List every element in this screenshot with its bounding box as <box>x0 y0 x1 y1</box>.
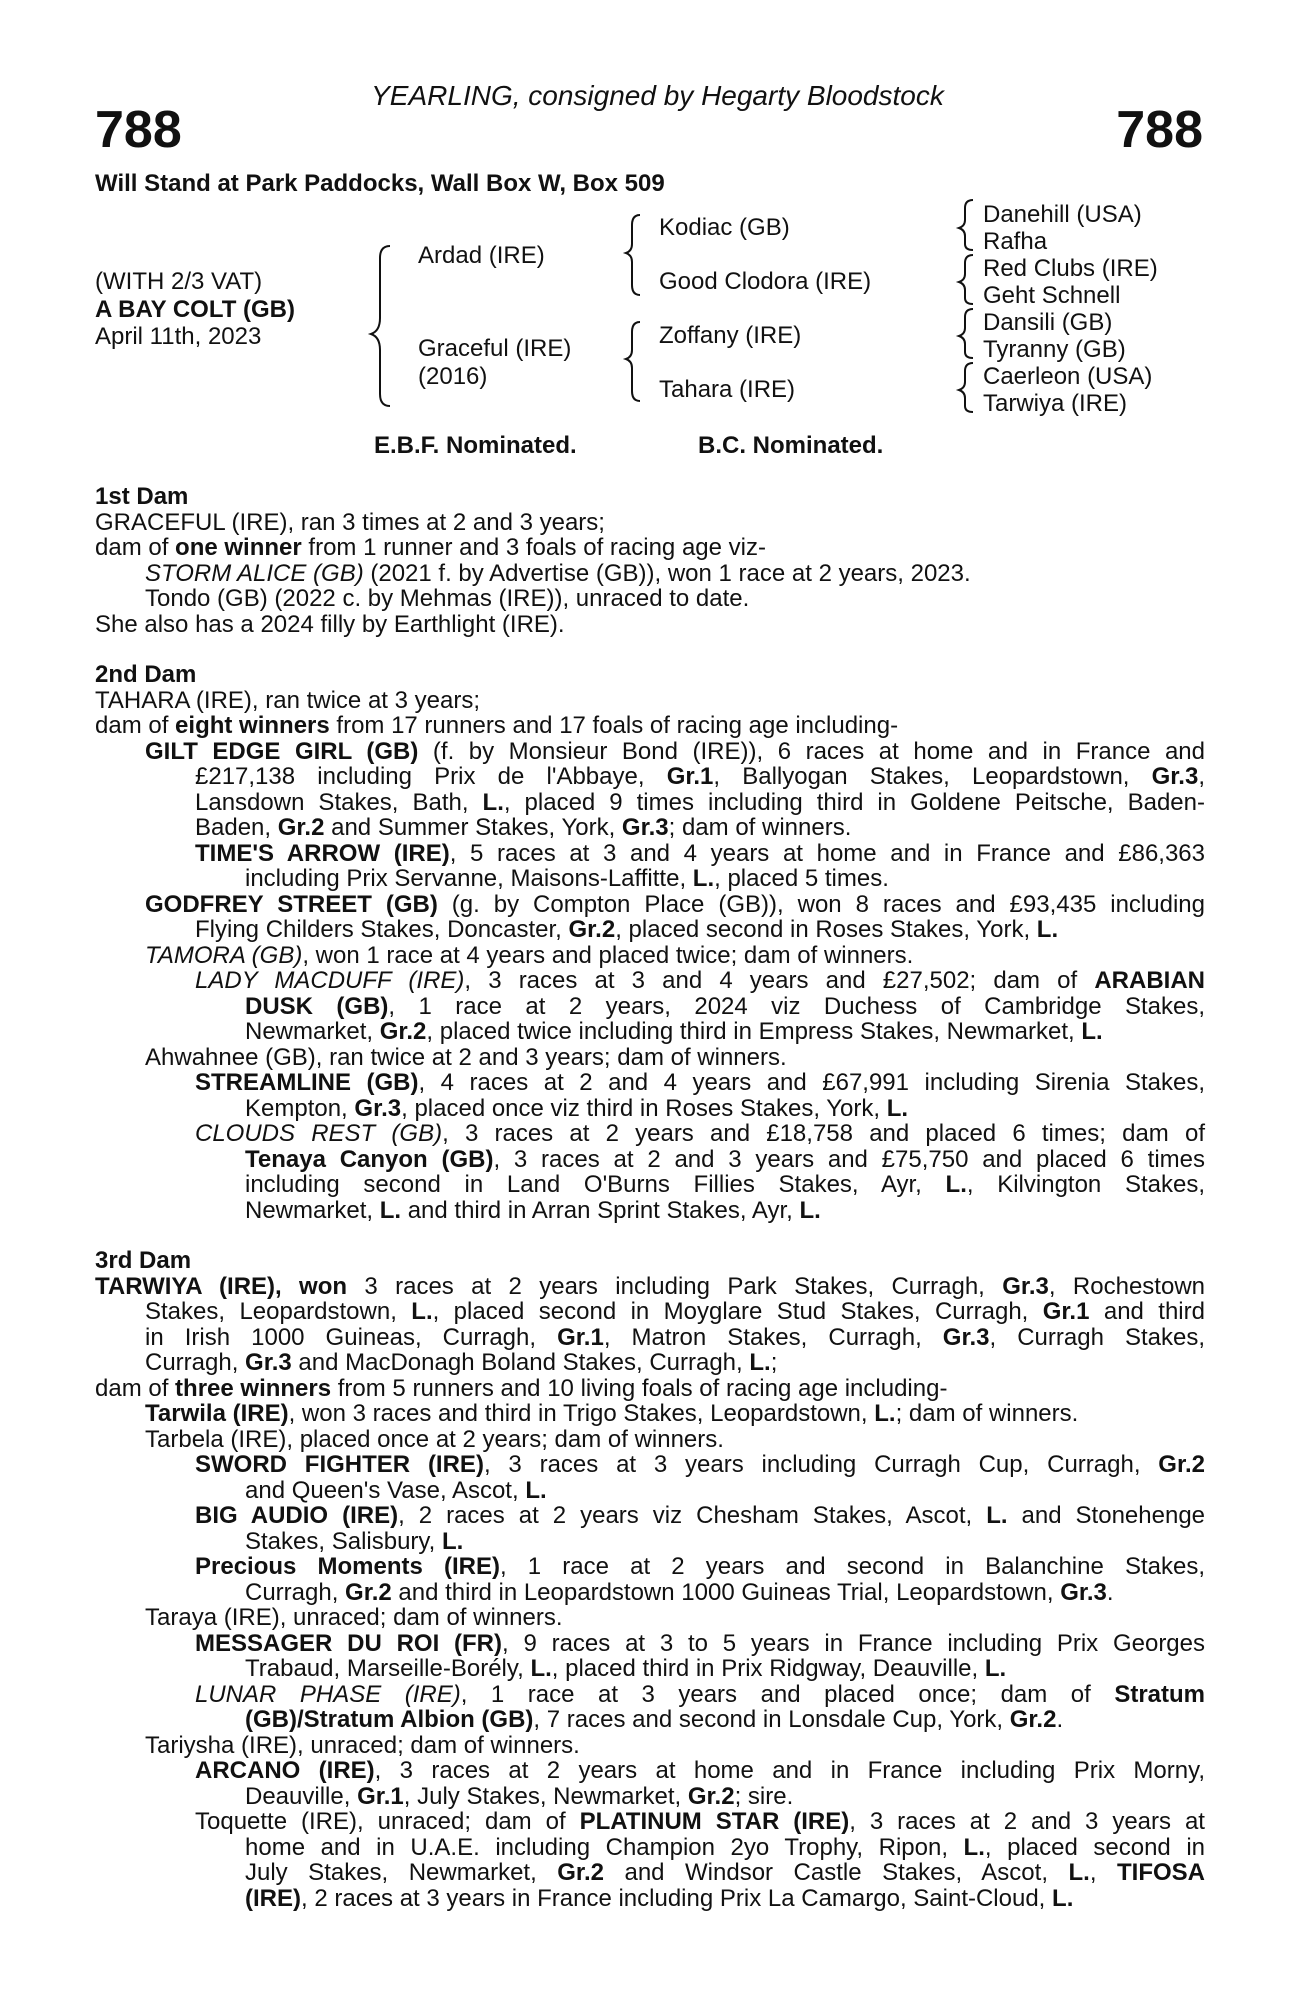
pedigree-text-line <box>95 1835 1205 1861</box>
text-segment: Stratum <box>1114 1680 1205 1708</box>
pedigree-text-line <box>95 764 1205 790</box>
text-segment: TARWIYA (IRE), won <box>95 1272 348 1300</box>
pedigree-text-line <box>95 1707 1205 1733</box>
text-segment: ARCANO (IRE) <box>195 1757 375 1784</box>
pedigree-text-line <box>95 1733 1205 1759</box>
text-segment: , 4 races at 2 and 4 years and £67,991 including Sirenia Stakes, <box>418 1069 1206 1096</box>
pedigree-text-line <box>95 1172 1205 1198</box>
text-segment: L. <box>1052 1884 1074 1912</box>
text-segment: from 17 runners and 17 foals of racing age including- <box>329 712 899 739</box>
pedigree-text-line <box>95 561 1205 587</box>
text-segment: , 3 races at 3 years including Curragh Cup, Curragh, <box>483 1451 1159 1478</box>
text-segment: Gr.1 <box>357 1782 404 1810</box>
text-segment: dam of <box>95 712 176 739</box>
pedigree-text-line <box>95 1274 1205 1300</box>
text-segment: , 5 races at 3 and 4 years at home and in France and £86,363 <box>449 839 1206 867</box>
text-segment: . <box>1056 1706 1064 1733</box>
text-segment: , <box>1198 763 1205 790</box>
horse-name: A BAY COLT (GB) <box>95 296 296 323</box>
text-segment: Gr.2 <box>687 1782 735 1810</box>
text-segment: L. <box>1036 916 1059 943</box>
text-segment: , July Stakes, Newmarket, <box>403 1782 688 1810</box>
text-segment: , won 1 race at 4 years and placed twice; dam of winners. <box>302 941 914 969</box>
text-segment: , <box>1089 1859 1117 1886</box>
lot-number-left: 788 <box>95 101 182 159</box>
first-dam-section <box>95 484 1205 637</box>
text-segment: Tondo (GB) (2022 c. by Mehmas (IRE)), unraced to date. <box>145 585 750 612</box>
text-segment: , 2 races at 2 years viz Chesham Stakes, Ascot, <box>398 1502 987 1529</box>
text-segment: July Stakes, Newmarket, <box>245 1859 558 1886</box>
text-segment: LUNAR PHASE (IRE) <box>195 1680 461 1708</box>
text-segment: Curragh, <box>245 1578 346 1606</box>
text-segment: , placed second in Moyglare Stud Stakes, Curragh, <box>432 1298 1043 1325</box>
text-segment: L. <box>886 1094 909 1122</box>
pedigree-text-line <box>95 1299 1205 1325</box>
pedigree-text-line <box>95 1350 1205 1376</box>
text-segment: LADY MACDUFF (IRE) <box>195 967 465 994</box>
first-dam-lines <box>95 510 1205 638</box>
text-segment: Lansdown Stakes, Bath, <box>195 788 483 816</box>
text-segment: Newmarket, <box>245 1018 380 1045</box>
text-segment: BIG AUDIO (IRE) <box>195 1502 399 1529</box>
text-segment: (2021 f. by Advertise (GB)), won 1 race at 2 years, 2023. <box>363 559 971 587</box>
bc-nomination: B.C. Nominated. <box>698 432 884 459</box>
text-segment: L. <box>963 1833 985 1861</box>
pedigree-text-line <box>95 1478 1205 1504</box>
pedigree-dam-dam: Tahara (IRE) <box>659 376 796 403</box>
pedigree-text-line <box>95 994 1205 1020</box>
text-segment: GRACEFUL (IRE), ran 3 times at 2 and 3 years; <box>95 508 605 536</box>
text-segment: , 9 races at 3 to 5 years in France including Prix Georges <box>502 1629 1206 1657</box>
pedigree-text-line <box>95 739 1205 765</box>
pedigree-dss: Dansili (GB) <box>983 309 1113 336</box>
text-segment: PLATINUM STAR (IRE) <box>579 1808 850 1835</box>
ebf-nomination: E.B.F. Nominated. <box>374 432 577 459</box>
text-segment: Gr.2 <box>379 1018 427 1045</box>
text-segment: dam of <box>95 1374 176 1402</box>
text-segment: TIFOSA <box>1117 1859 1205 1886</box>
pedigree-text-line <box>95 1580 1205 1606</box>
text-segment: £217,138 including Prix de l'Abbaye, <box>195 763 667 790</box>
text-segment: from 5 runners and 10 living foals of racing age including- <box>331 1374 948 1402</box>
text-segment: Gr.2 <box>557 1859 604 1886</box>
text-segment: ; sire. <box>734 1782 794 1810</box>
text-segment: , placed 5 times. <box>714 865 889 892</box>
text-segment: , 3 races at 2 and 3 years and £75,750 and placed 6 times <box>493 1145 1205 1173</box>
text-segment: Tarwila (IRE) <box>145 1400 289 1427</box>
third-dam-title: 3rd Dam <box>95 1247 192 1274</box>
text-segment: (IRE) <box>245 1884 301 1912</box>
text-segment: Ahwahnee (GB), ran twice at 2 and 3 years; dam of winners. <box>145 1043 787 1071</box>
text-segment: Precious Moments (IRE) <box>195 1553 500 1580</box>
text-segment: Newmarket, <box>245 1196 380 1224</box>
text-segment: and Stonehenge <box>1007 1502 1206 1529</box>
text-segment: ; <box>770 1349 778 1376</box>
text-segment: Kempton, <box>245 1094 355 1122</box>
text-segment: Gr.2 <box>345 1578 392 1606</box>
pedigree-text-line <box>95 1809 1205 1835</box>
stand-location: Will Stand at Park Paddocks, Wall Box W, Box 509 <box>95 170 665 197</box>
pedigree-text-line <box>95 586 1205 612</box>
text-segment: GODFREY STREET (GB) <box>145 890 438 918</box>
text-segment: Gr.3 <box>942 1323 990 1351</box>
pedigree-dam-sire: Zoffany (IRE) <box>659 322 802 349</box>
text-segment: , placed second in <box>984 1833 1205 1861</box>
text-segment: Gr.3 <box>621 814 669 841</box>
text-segment: CLOUDS REST (GB) <box>195 1120 443 1147</box>
text-segment: , Kilvington Stakes, <box>966 1171 1206 1198</box>
text-segment: dam of <box>95 534 176 561</box>
pedigree-text-line <box>95 1503 1205 1529</box>
text-segment: , 2 races at 3 years in France including Prix La Camargo, Saint-Cloud, <box>301 1884 1053 1912</box>
pedigree-ssd: Rafha <box>983 228 1048 255</box>
text-segment: ; dam of winners. <box>895 1400 1079 1427</box>
pedigree-text-line <box>95 866 1205 892</box>
pedigree-text-line <box>95 1860 1205 1886</box>
pedigree-sds: Red Clubs (IRE) <box>983 255 1158 282</box>
text-segment: Gr.3 <box>1002 1272 1049 1300</box>
sale-subtitle: YEARLING, consigned by Hegarty Bloodstock <box>371 80 944 111</box>
pedigree-text-line <box>95 1529 1205 1555</box>
pedigree-sdd: Geht Schnell <box>983 282 1121 309</box>
text-segment: L. <box>379 1196 402 1224</box>
text-segment: including second in Land O'Burns Fillies Stakes, Ayr, <box>245 1171 946 1198</box>
text-segment: , won 3 races and third in Trigo Stakes, Leopardstown, <box>288 1400 875 1427</box>
pedigree-text-line <box>95 1427 1205 1453</box>
text-segment: Curragh, <box>145 1349 246 1376</box>
text-segment: TAMORA (GB) <box>145 941 303 969</box>
text-segment: L. <box>441 1527 464 1555</box>
text-segment: Gr.2 <box>1009 1706 1057 1733</box>
text-segment: , 3 races at 2 years and £18,758 and placed 6 times; dam of <box>442 1120 1205 1147</box>
text-segment: TIME'S ARROW (IRE) <box>195 839 450 867</box>
text-segment: and third <box>1089 1298 1205 1325</box>
pedigree-text-line <box>95 1198 1205 1224</box>
pedigree-text-line <box>95 1758 1205 1784</box>
pedigree-dam: Graceful (IRE) <box>418 335 572 362</box>
text-segment: STREAMLINE (GB) <box>195 1069 419 1096</box>
text-segment: Deauville, <box>245 1782 358 1810</box>
text-segment: TAHARA (IRE), ran twice at 3 years; <box>95 686 480 714</box>
pedigree-text-line <box>95 815 1205 841</box>
text-segment: including Prix Servanne, Maisons-Laffitte, <box>245 865 693 892</box>
text-segment: She also has a 2024 filly by Earthlight (IRE). <box>95 610 565 638</box>
text-segment: Gr.2 <box>277 814 325 841</box>
pedigree-text-line <box>95 1605 1205 1631</box>
text-segment: Gr.2 <box>568 916 616 943</box>
text-segment: , Matron Stakes, Curragh, <box>603 1323 943 1351</box>
text-segment: DUSK (GB) <box>245 992 389 1020</box>
text-segment: Gr.1 <box>666 763 714 790</box>
third-dam-lines <box>95 1274 1205 1912</box>
pedigree-text-line <box>95 1886 1205 1912</box>
third-dam-section <box>95 1248 1205 1911</box>
text-segment: , 1 race at 2 years, 2024 viz Duchess of Cambridge Stakes, <box>388 992 1206 1020</box>
pedigree-sire: Ardad (IRE) <box>418 242 545 269</box>
text-segment: home and in U.A.E. including Champion 2yo Trophy, Ripon, <box>245 1833 964 1861</box>
text-segment: Tarbela (IRE), placed once at 2 years; dam of winners. <box>145 1425 724 1453</box>
text-segment: , Ballyogan Stakes, Leopardstown, <box>713 763 1152 790</box>
pedigree-dam-year: (2016) <box>418 363 488 390</box>
text-segment: Gr.3 <box>1060 1578 1107 1606</box>
pedigree-text-line <box>95 841 1205 867</box>
text-segment: L. <box>411 1298 433 1325</box>
text-segment: SWORD FIGHTER (IRE) <box>195 1451 484 1478</box>
pedigree-text-line <box>95 892 1205 918</box>
text-segment: Tenaya Canyon (GB) <box>245 1145 494 1173</box>
pedigree-text-line <box>95 1019 1205 1045</box>
text-segment: Toquette (IRE), unraced; dam of <box>195 1808 580 1835</box>
pedigree-text-line <box>95 968 1205 994</box>
text-segment: , Rochestown <box>1048 1272 1206 1300</box>
pedigree-sire-dam: Good Clodora (IRE) <box>659 268 872 295</box>
pedigree-text-line <box>95 790 1205 816</box>
text-segment: L. <box>799 1196 821 1224</box>
text-segment: and third in Arran Sprint Stakes, Ayr, <box>401 1196 800 1224</box>
text-segment: Gr.1 <box>557 1323 604 1351</box>
text-segment: L. <box>986 1502 1008 1529</box>
text-segment: L. <box>1081 1018 1103 1045</box>
text-segment: L. <box>482 788 504 816</box>
pedigree-text-line <box>95 1096 1205 1122</box>
pedigree-text-line <box>95 612 1205 638</box>
pedigree-sire-sire: Kodiac (GB) <box>659 214 790 241</box>
first-dam-title: 1st Dam <box>95 483 189 510</box>
pedigree-text-line <box>95 1554 1205 1580</box>
second-dam-section <box>95 662 1205 1223</box>
pedigree-text-line <box>95 917 1205 943</box>
vat-note: (WITH 2/3 VAT) <box>95 268 263 295</box>
pedigree-ddd: Tarwiya (IRE) <box>983 390 1128 417</box>
text-segment: , 3 races at 3 and 4 years and £27,502; dam of <box>464 967 1095 994</box>
text-segment: , placed second in Roses Stakes, York, <box>615 916 1037 943</box>
text-segment: in Irish 1000 Guineas, Curragh, <box>145 1323 558 1351</box>
text-segment: ARABIAN <box>1094 967 1205 994</box>
text-segment: 3 races at 2 years including Park Stakes, Curragh, <box>347 1272 1003 1300</box>
pedigree-text-line <box>95 1045 1205 1071</box>
pedigree-dds: Caerleon (USA) <box>983 363 1153 390</box>
pedigree-sss: Danehill (USA) <box>983 201 1142 228</box>
pedigree-text-line <box>95 1376 1205 1402</box>
pedigree-text-line <box>95 688 1205 714</box>
text-segment: and MacDonagh Boland Stakes, Curragh, <box>291 1349 750 1376</box>
horse-dob: April 11th, 2023 <box>95 323 262 350</box>
text-segment: . <box>1106 1578 1114 1606</box>
text-segment: , 1 race at 2 years and second in Balanchine Stakes, <box>499 1553 1206 1580</box>
text-segment: Gr.3 <box>354 1094 402 1122</box>
text-segment: L. <box>1068 1859 1090 1886</box>
text-segment: Taraya (IRE), unraced; dam of winners. <box>145 1604 563 1631</box>
second-dam-lines <box>95 688 1205 1224</box>
pedigree-text-line <box>95 1401 1205 1427</box>
lot-number-right: 788 <box>1116 101 1203 159</box>
text-segment: , 1 race at 3 years and placed once; dam of <box>460 1680 1115 1708</box>
text-segment: L. <box>945 1171 967 1198</box>
text-segment: (g. by Compton Place (GB)), won 8 races and £93,435 including <box>437 890 1205 918</box>
pedigree-text-line <box>95 1147 1205 1173</box>
text-segment: Gr.3 <box>245 1349 292 1376</box>
text-segment: MESSAGER DU ROI (FR) <box>195 1629 503 1657</box>
pedigree-text-line <box>95 535 1205 561</box>
text-segment: STORM ALICE (GB) <box>145 559 364 587</box>
text-segment: L. <box>525 1476 547 1504</box>
text-segment: from 1 runner and 3 foals of racing age viz- <box>301 534 766 561</box>
text-segment: , placed once viz third in Roses Stakes, York, <box>401 1094 887 1122</box>
pedigree-dsd: Tyranny (GB) <box>983 336 1126 363</box>
text-segment: , 3 races at 2 and 3 years at <box>849 1808 1205 1835</box>
text-segment: , placed twice including third in Empress Stakes, Newmarket, <box>426 1018 1082 1045</box>
text-segment: L. <box>874 1400 896 1427</box>
text-segment: L. <box>984 1655 1007 1682</box>
text-segment: one winner <box>175 534 302 561</box>
pedigree-text-line <box>95 1121 1205 1147</box>
pedigree-text-line <box>95 713 1205 739</box>
pedigree-text-line <box>95 510 1205 536</box>
text-segment: L. <box>692 865 715 892</box>
text-segment: Gr.3 <box>1151 763 1199 790</box>
text-segment: (f. by Monsieur Bond (IRE)), 6 races at home and in France and <box>418 737 1205 765</box>
text-segment: and Summer Stakes, York, <box>324 814 622 841</box>
text-segment: , placed third in Prix Ridgway, Deauville, <box>551 1655 985 1682</box>
text-segment: , Curragh Stakes, <box>989 1323 1206 1351</box>
text-segment: and third in Leopardstown 1000 Guineas Trial, Leopardstown, <box>391 1578 1061 1606</box>
text-segment: eight winners <box>175 712 330 739</box>
text-segment: , placed 9 times including third in Goldene Peitsche, Baden- <box>503 788 1205 816</box>
text-segment: Baden, <box>195 814 278 841</box>
second-dam-title: 2nd Dam <box>95 661 197 688</box>
text-segment: Gr.2 <box>1158 1451 1205 1478</box>
text-segment: GILT EDGE GIRL (GB) <box>145 737 419 765</box>
text-segment: Stakes, Leopardstown, <box>145 1298 412 1325</box>
text-segment: Gr.1 <box>1042 1298 1090 1325</box>
pedigree-text-line <box>95 1682 1205 1708</box>
pedigree-text-line <box>95 1452 1205 1478</box>
text-segment: Flying Childers Stakes, Doncaster, <box>195 916 569 943</box>
text-segment: Stakes, Salisbury, <box>245 1527 442 1555</box>
text-segment: three winners <box>175 1374 332 1402</box>
text-segment: L. <box>749 1349 771 1376</box>
text-segment: Tariysha (IRE), unraced; dam of winners. <box>145 1731 580 1759</box>
pedigree-text-line <box>95 1656 1205 1682</box>
text-segment: ; dam of winners. <box>668 814 852 841</box>
text-segment: L. <box>530 1655 552 1682</box>
text-segment: and Queen's Vase, Ascot, <box>245 1476 526 1504</box>
pedigree-text-line <box>95 1070 1205 1096</box>
text-segment: and Windsor Castle Stakes, Ascot, <box>603 1859 1069 1886</box>
text-segment: , 3 races at 2 years at home and in France including Prix Morny, <box>374 1757 1205 1784</box>
text-segment: (GB)/Stratum Albion (GB) <box>245 1706 534 1733</box>
pedigree-text-line <box>95 1325 1205 1351</box>
text-segment: Trabaud, Marseille-Borély, <box>245 1655 531 1682</box>
text-segment: , 7 races and second in Lonsdale Cup, York, <box>533 1706 1010 1733</box>
pedigree-text-line <box>95 1784 1205 1810</box>
pedigree-text-line <box>95 1631 1205 1657</box>
pedigree-text-line <box>95 943 1205 969</box>
